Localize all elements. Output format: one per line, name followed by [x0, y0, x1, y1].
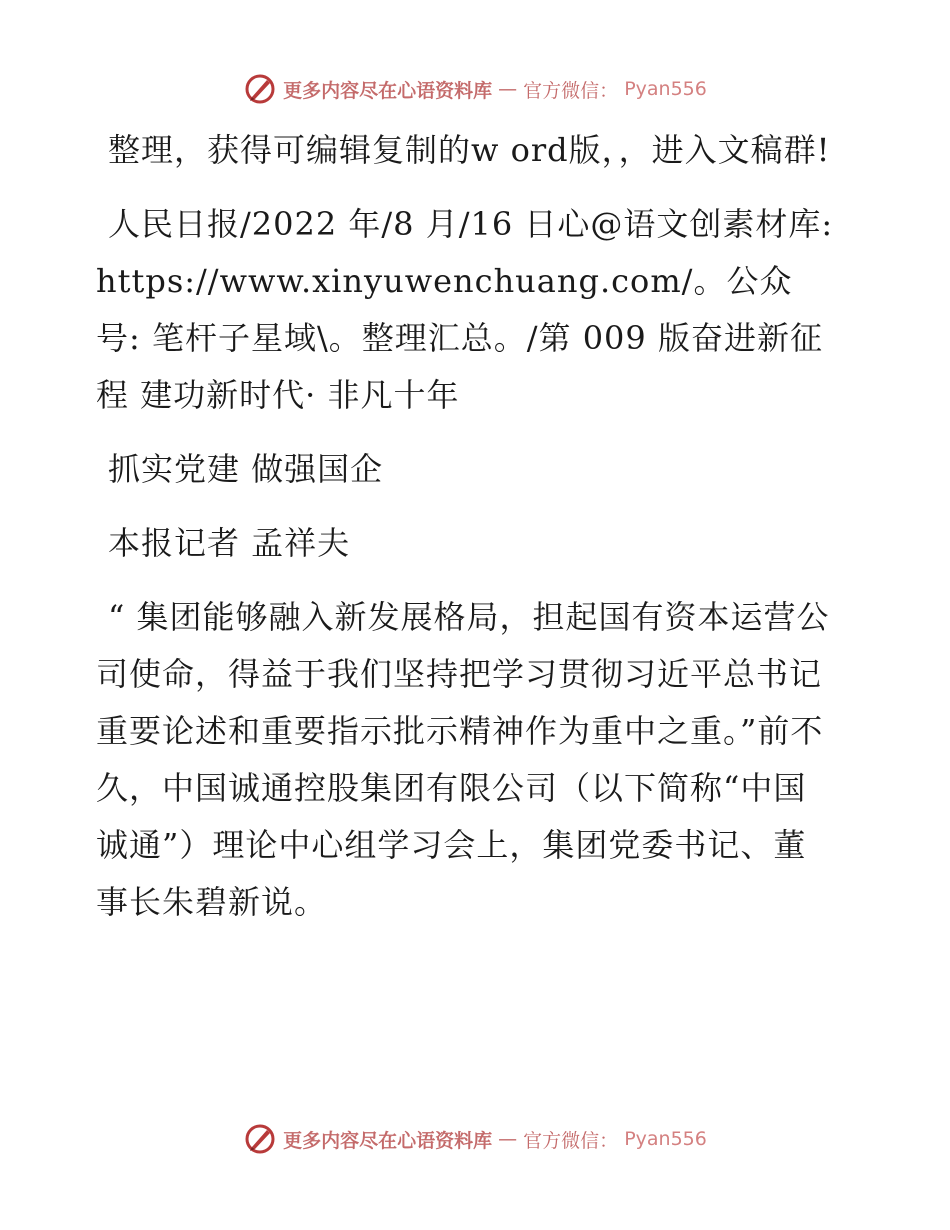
- paragraph-source: 人民日报/2022 年/8 月/16 日心@语文创素材库: https://www.xinyuwenchuang.com/。公众号: 笔杆子星域\。整理汇总。/第 009 版奋进新征程 建功新时代· 非凡十年: [96, 205, 834, 414]
- article-headline: 抓实党建 做强国企: [108, 450, 384, 488]
- watermark-site-text: 更多内容尽在心语资料库: [283, 1129, 493, 1152]
- header-watermark: [0, 72, 950, 106]
- footer-watermark: [0, 1122, 950, 1156]
- watermark-wechat-id: Pyan556: [624, 78, 707, 100]
- pen-circle-logo-icon: [243, 1122, 277, 1156]
- pen-circle-logo-icon: [243, 72, 277, 106]
- watermark-wechat-id: Pyan556: [624, 1128, 707, 1150]
- document-body: [96, 122, 836, 948]
- watermark-wechat-label: 官方微信：: [523, 79, 619, 102]
- watermark-dash: —: [498, 1128, 518, 1150]
- watermark-dash: —: [498, 78, 518, 100]
- article-byline: 本报记者 孟祥夫: [108, 524, 351, 562]
- watermark-site-text: 更多内容尽在心语资料库: [283, 79, 493, 102]
- watermark-wechat-label: 官方微信：: [523, 1129, 619, 1152]
- article-body-paragraph: “ 集团能够融入新发展格局，担起国有资本运营公司使命，得益于我们坚持把学习贯彻习近平总书记重要论述和重要指示批示精神作为重中之重。”前不久，中国诚通控股集团有限公司（以下简称“中国诚通”）理论中心组学习会上，集团党委书记、董事长朱碧新说。: [96, 598, 830, 921]
- paragraph-intro: 整理，获得可编辑复制的w ord版，，进入文稿群!: [108, 131, 831, 169]
